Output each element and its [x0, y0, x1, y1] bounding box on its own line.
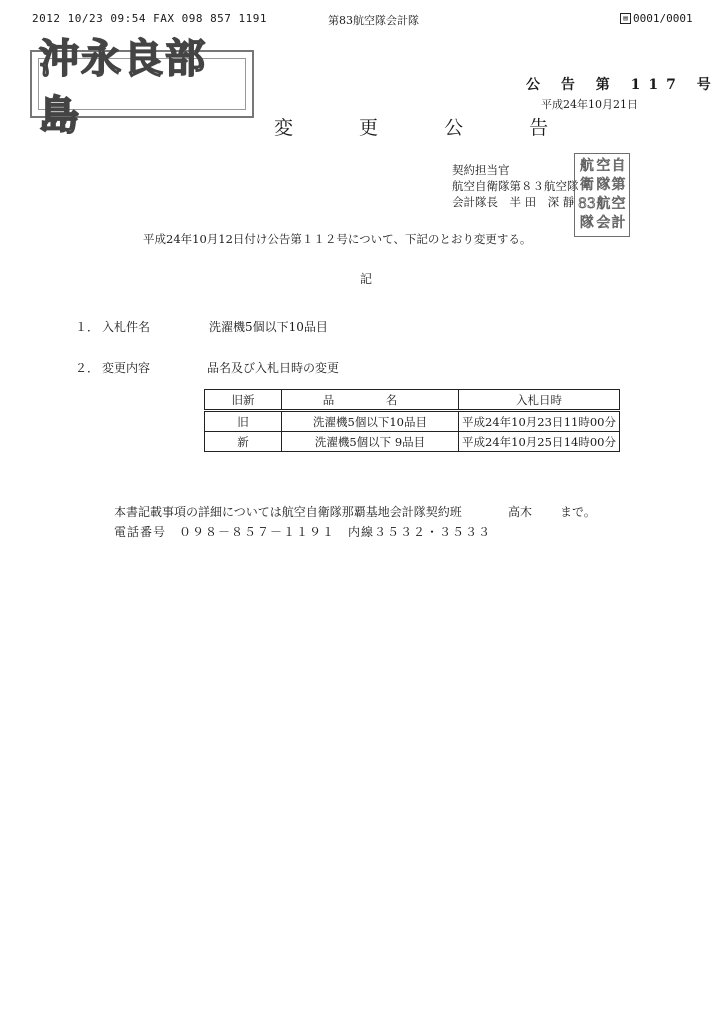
seal-char: 空: [611, 196, 626, 212]
table-cell-date: 平成24年10月23日: [462, 414, 564, 429]
table-cell-status: 旧: [205, 411, 282, 432]
contact-line-end: まで。: [560, 505, 596, 519]
fax-page-counter: [620, 12, 693, 25]
seal-char: 計: [611, 215, 626, 231]
issuer-line: 航空自衛隊第８３航空隊: [452, 179, 579, 193]
notice-number: 公 告 第 117 号: [526, 77, 719, 93]
location-stamp-text: 沖永良部島: [39, 36, 207, 139]
seal-char: 空: [596, 158, 611, 174]
table-cell-status: 新: [205, 432, 282, 452]
table-cell-item: 洗濯機5個以下 9品目: [282, 432, 459, 452]
table-cell-datetime: [459, 411, 620, 432]
item-number: １．: [75, 320, 100, 334]
table-header-cell: 入札日時: [459, 390, 620, 411]
seal-char: 衛: [579, 177, 594, 193]
table-cell-date: 平成24年10月25日: [462, 434, 564, 449]
ki-heading: 記: [360, 272, 373, 286]
intro-paragraph: 平成24年10月12日付け公告第１１２号について、下記のとおり変更する。: [143, 232, 532, 246]
issuer-line: 会計隊長 半 田 深 靜: [452, 195, 575, 209]
table-cell-time: 11時00分: [563, 414, 616, 429]
notice-date: 平成24年10月21日: [541, 98, 638, 111]
seal-char: 隊: [596, 177, 611, 193]
issuer-block: [452, 162, 579, 210]
item-number: ２．: [75, 361, 100, 375]
fax-page-number: 0001/0001: [633, 12, 693, 25]
seal-char: 航: [596, 196, 611, 212]
location-stamp: [30, 36, 254, 139]
table-cell-item: 洗濯機5個以下10品目: [282, 411, 459, 432]
contact-line: 本書記載事項の詳細については航空自衛隊那覇基地会計隊契約班: [114, 505, 462, 519]
table-header-cell: 品 名: [282, 390, 459, 411]
fax-header: 2012 10/23 09:54 FAX 098 857 1191: [32, 12, 268, 25]
change-table: [204, 389, 620, 452]
contact-name: 高木: [508, 505, 533, 519]
item-value: 品名及び入札日時の変更: [207, 361, 340, 375]
page-title: 変 更 公 告: [274, 117, 579, 139]
official-seal: [574, 153, 630, 237]
contact-phone: 電話番号 ０９８－８５７－１１９１ 内線３５３２・３５３３: [114, 525, 492, 539]
seal-char: 会: [596, 215, 611, 231]
item-label: 入札件名: [102, 320, 151, 334]
item-value: 洗濯機5個以下10品目: [209, 320, 328, 334]
seal-char: 隊: [579, 215, 594, 231]
table-cell-datetime: [459, 432, 620, 452]
issuer-line: 契約担当官: [452, 163, 510, 177]
table-header-cell: 旧新: [205, 390, 282, 411]
seal-char: 83: [578, 196, 596, 212]
fax-sender: 第83航空隊会計隊: [328, 14, 419, 27]
seal-char: 自: [611, 158, 626, 174]
seal-char: 第: [611, 177, 626, 193]
table-row: [205, 411, 620, 432]
table-header-row: [205, 390, 620, 411]
table-row: [205, 432, 620, 452]
seal-char: 航: [579, 158, 594, 174]
fax-doc-icon: ▤: [620, 13, 631, 24]
table-cell-time: 14時00分: [563, 434, 616, 449]
item-label: 変更内容: [102, 361, 151, 375]
